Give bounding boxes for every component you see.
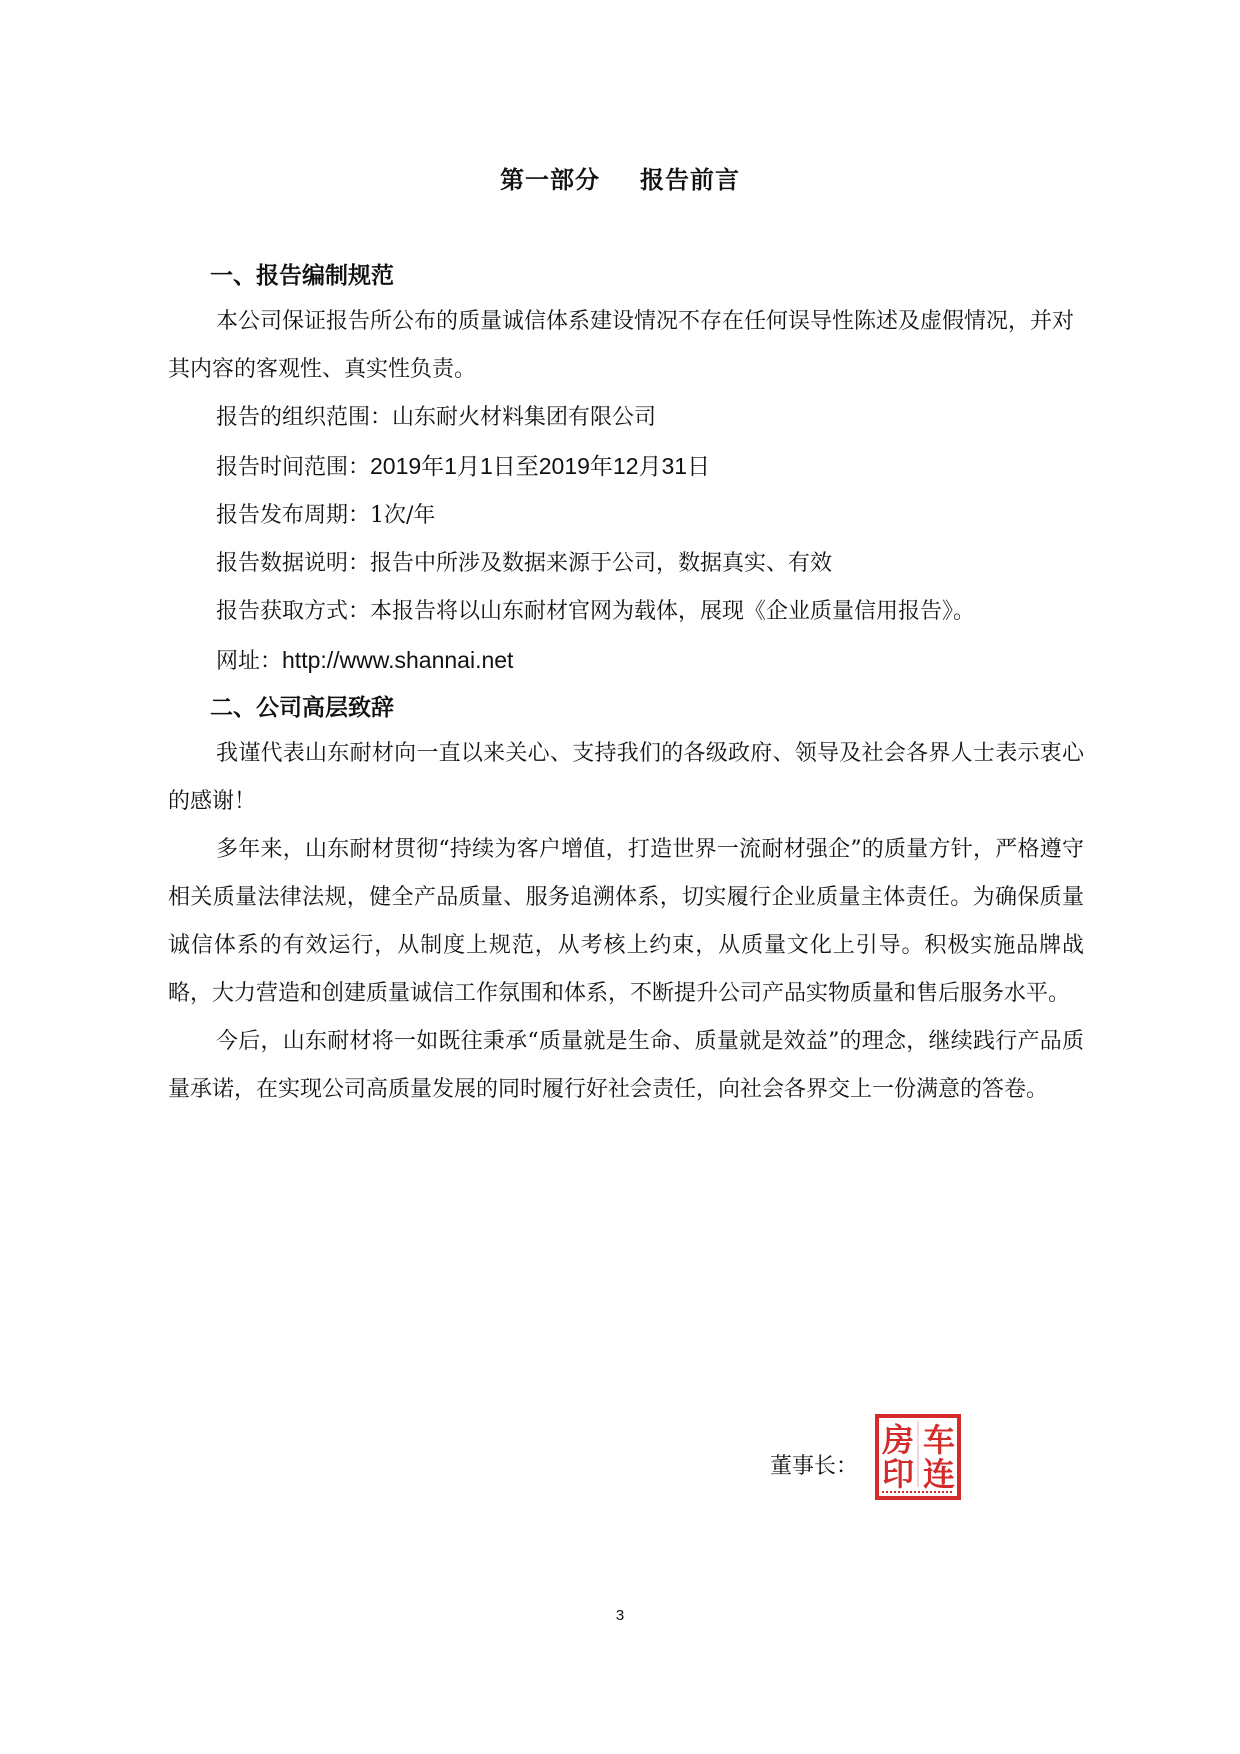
part-title [0,160,1240,195]
url-label: 网址： [216,649,283,674]
cycle-line [168,492,1084,540]
page-number: 3 [615,1607,625,1624]
time-scope-line [168,442,1084,492]
section2-heading: 二、公司高层致辞 [210,695,394,721]
section1-heading: 一、报告编制规范 [210,263,394,289]
part-title-text: 报告前言 [640,166,740,194]
seal-char-2: 房 [882,1421,915,1459]
website-link[interactable]: http://www.shannai.net [282,647,514,673]
part-title-number: 第一部分 [500,166,600,194]
speech-paragraph-2: 多年来，山东耐材贯彻“持续为客户增值，打造世界一流耐材强企”的质量方针，严格遵守相关质量法律法规，健全产品质量、服务追溯体系，切实履行企业质量主体责任。为确保质量诚信体系的有效运行，从制度上规范，从考核上约束，从质量文化上引导。积极实施品牌战略，大力营造和创建质量诚信工作氛围和体系，不断提升公司产品实物质量和售后服务水平。 [168,837,1084,1006]
chairman-label: 董事长： [770,1453,859,1479]
section1-intro: 本公司保证报告所公布的质量诚信体系建设情况不存在任何误导性陈述及虚假情况，并对其内容的客观性、真实性负责。 [168,309,1075,382]
seal-char-4: 印 [882,1455,915,1493]
time-scope-label: 报告时间范围： [216,455,371,480]
seal-stamp [874,1413,962,1501]
seal-char-1: 车 [923,1421,956,1459]
speech-paragraph-3: 今后，山东耐材将一如既往秉承“质量就是生命、质量就是效益”的理念，继续践行产品质量承诺，在实现公司高质量发展的同时履行好社会责任，向社会各界交上一份满意的答卷。 [168,1029,1084,1102]
signature-block [770,1409,962,1505]
data-note-line: 报告数据说明：报告中所涉及数据来源于公司，数据真实、有效 [216,551,833,576]
seal-char-3: 连 [923,1455,956,1493]
org-scope-line: 报告的组织范围：山东耐火材料集团有限公司 [216,405,657,430]
url-line [168,636,1084,686]
main-content [168,254,1084,1114]
seal-image [874,1413,962,1501]
time-scope-value: 2019年1月1日至2019年12月31日 [370,453,711,479]
access-line: 报告获取方式：本报告将以山东耐材官网为载体，展现《企业质量信用报告》。 [216,599,976,624]
speech-paragraph-1: 我谨代表山东耐材向一直以来关心、支持我们的各级政府、领导及社会各界人士表示衷心的感谢！ [168,741,1084,814]
cycle-value: 1次/年 [370,503,436,528]
cycle-label: 报告发布周期： [216,503,371,528]
